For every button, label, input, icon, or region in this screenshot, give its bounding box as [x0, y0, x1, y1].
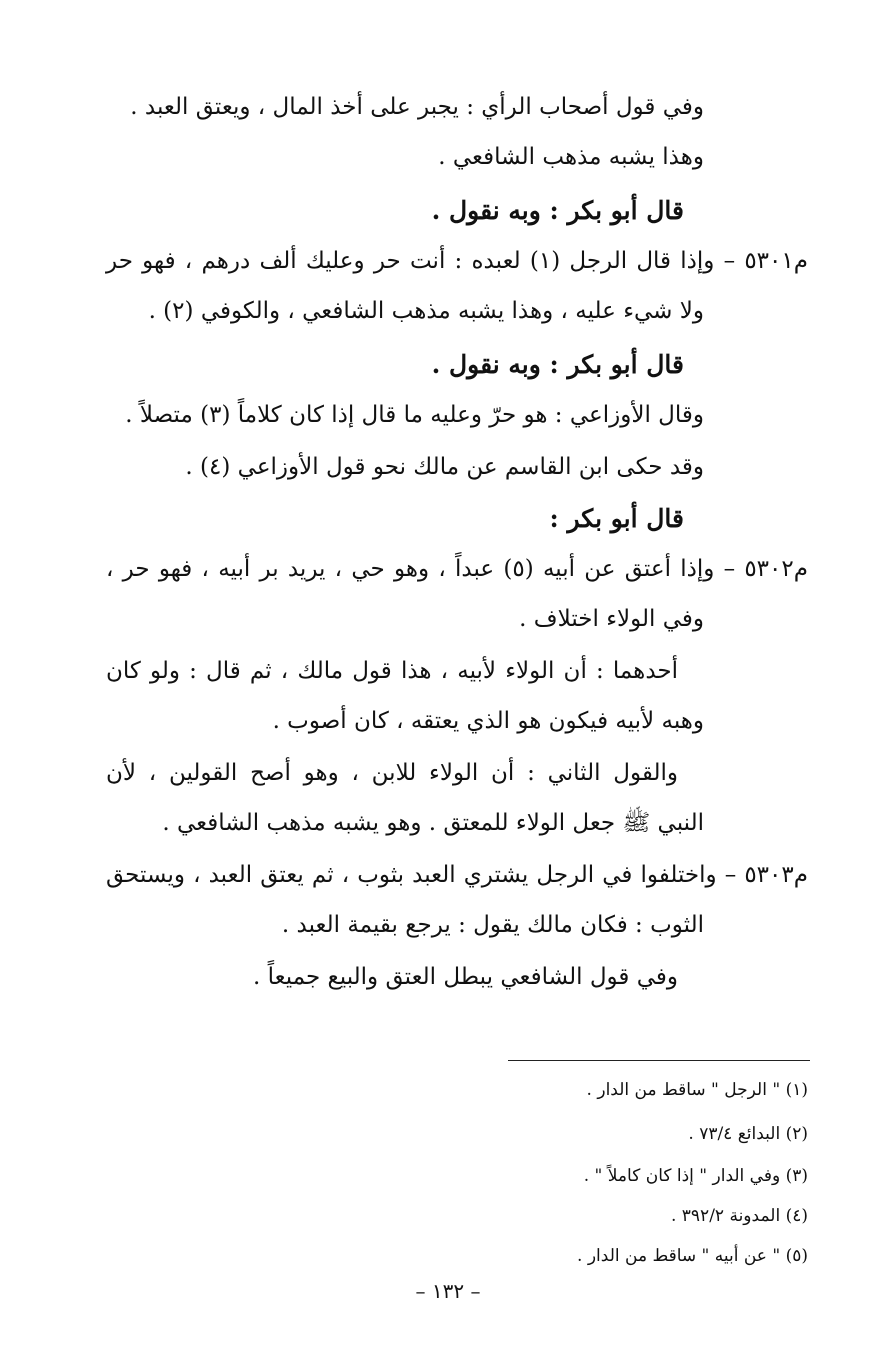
heading-qal-abu-bakr-3: قال أبو بكر : — [549, 504, 684, 533]
body-line-awzai: وقال الأوزاعي : هو حرّ وعليه ما قال إذا كان كلاماً (٣) متصلاً . — [125, 402, 704, 428]
heading-qal-abu-bakr-1: قال أبو بكر : وبه نقول . — [431, 196, 684, 225]
footnote-1: (١) " الرجل " ساقط من الدار . — [586, 1080, 808, 1100]
footnote-separator — [508, 1060, 810, 1061]
issue-5303-line-2: الثوب : فكان مالك يقول : يرجع بقيمة العبد . — [281, 912, 704, 938]
footnote-4: (٤) المدونة ٣٩٢/٢ . — [670, 1206, 808, 1226]
opinion-1-line-1: أحدهما : أن الولاء لأبيه ، هذا قول مالك ، ثم قال : ولو كان — [106, 658, 678, 684]
body-line-1: وفي قول أصحاب الرأي : يجبر على أخذ المال ، ويعتق العبد . — [130, 94, 704, 120]
issue-5302-line-1: م٥٣٠٢ – وإذا أعتق عن أبيه (٥) عبداً ، وهو حي ، يريد بر أبيه ، فهو حر ، — [106, 556, 808, 582]
footnote-3: (٣) وفي الدار " إذا كان كاملاً " . — [583, 1166, 808, 1186]
issue-5303-line-1: م٥٣٠٣ – واختلفوا في الرجل يشتري العبد بثوب ، ثم يعتق العبد ، ويستحق — [106, 862, 808, 888]
footnote-5: (٥) " عن أبيه " ساقط من الدار . — [577, 1246, 808, 1266]
page-number: – ١٣٢ – — [415, 1279, 481, 1303]
heading-qal-abu-bakr-2: قال أبو بكر : وبه نقول . — [431, 350, 684, 379]
opinion-2-line-1: والقول الثاني : أن الولاء للابن ، وهو أصح القولين ، لأن — [106, 760, 678, 786]
issue-5301-line-2: ولا شيء عليه ، وهذا يشبه مذهب الشافعي ، والكوفي (٢) . — [148, 298, 704, 324]
footnote-2: (٢) البدائع ٧٣/٤ . — [688, 1124, 808, 1144]
issue-5302-line-2: وفي الولاء اختلاف . — [519, 606, 704, 632]
opinion-2-line-2: النبي ﷺ جعل الولاء للمعتق . وهو يشبه مذهب الشافعي . — [162, 810, 704, 836]
opinion-1-line-2: وهبه لأبيه فيكون هو الذي يعتقه ، كان أصوب . — [272, 708, 704, 734]
body-line-ibn-qasim: وقد حكى ابن القاسم عن مالك نحو قول الأوزاعي (٤) . — [185, 454, 704, 480]
issue-5303-line-3: وفي قول الشافعي يبطل العتق والبيع جميعاً . — [253, 964, 678, 990]
issue-5301-line-1: م٥٣٠١ – وإذا قال الرجل (١) لعبده : أنت حر وعليك ألف درهم ، فهو حر — [106, 248, 808, 274]
body-line-2: وهذا يشبه مذهب الشافعي . — [438, 144, 704, 170]
